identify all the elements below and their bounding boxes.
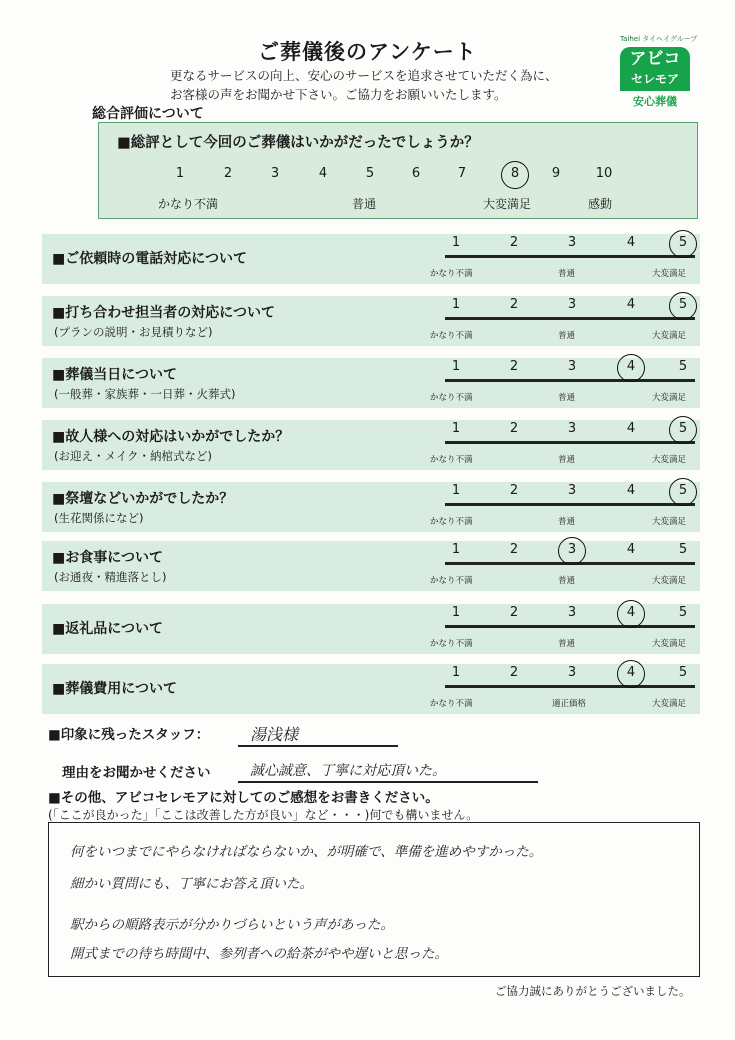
- rating-scale-number[interactable]: 5: [678, 235, 688, 250]
- logo-line-2: セレモア: [630, 72, 679, 86]
- rating-axis-line: [445, 441, 695, 444]
- rating-scale-number[interactable]: 2: [509, 421, 519, 436]
- rating-scale-number[interactable]: 1: [451, 235, 461, 250]
- rating-scale-number[interactable]: 4: [626, 235, 636, 250]
- rating-axis-line: [445, 317, 695, 320]
- rating-label-mid: 普通: [558, 576, 576, 586]
- rating-label-low: かなり不満: [430, 455, 473, 465]
- overall-label-top: 感動: [588, 197, 613, 211]
- rating-label-low: かなり不満: [430, 639, 473, 649]
- rating-scale-number[interactable]: 3: [567, 235, 577, 250]
- rating-label-low: かなり不満: [430, 699, 473, 709]
- overall-scale-number[interactable]: 3: [270, 166, 280, 181]
- rating-subtext: (生花関係になど): [54, 511, 144, 525]
- overall-scale-number[interactable]: 10: [595, 166, 613, 181]
- rating-axis-line: [445, 625, 695, 628]
- reason-text[interactable]: 誠心誠意、丁寧に対応頂いた。: [250, 763, 446, 779]
- rating-scale-number[interactable]: 2: [509, 359, 519, 374]
- company-logo: [620, 34, 698, 112]
- rating-row: [42, 482, 700, 532]
- logo-tagline: 安心葬儀: [633, 95, 677, 108]
- overall-scale-number[interactable]: 5: [365, 166, 375, 181]
- rating-label-high: 大変満足: [652, 576, 687, 586]
- rating-scale-number[interactable]: 1: [451, 542, 461, 557]
- rating-axis-line: [445, 685, 695, 688]
- rating-label-high: 大変満足: [652, 639, 687, 649]
- rating-question: ■祭壇などいかがでしたか？: [52, 491, 234, 507]
- rating-selected-circle: [617, 600, 645, 628]
- rating-row: [42, 604, 700, 654]
- overall-scale-number[interactable]: 9: [551, 166, 561, 181]
- rating-row: [42, 541, 700, 591]
- comment-line-4: 開式までの待ち時間中、参列者への給茶がやや遅いと思った。: [70, 946, 448, 962]
- rating-selected-circle: [669, 230, 697, 258]
- rating-scale-number[interactable]: 2: [509, 297, 519, 312]
- rating-label-mid: 普通: [558, 331, 576, 341]
- rating-label-low: かなり不満: [430, 393, 473, 403]
- rating-scale-number[interactable]: 1: [451, 297, 461, 312]
- rating-label-high: 大変満足: [652, 269, 687, 279]
- rating-selected-circle: [617, 660, 645, 688]
- rating-axis-line: [445, 503, 695, 506]
- rating-axis-line: [445, 379, 695, 382]
- rating-label-high: 大変満足: [652, 393, 687, 403]
- rating-scale-number[interactable]: 5: [678, 297, 688, 312]
- staff-underline: [238, 745, 398, 747]
- rating-scale-number[interactable]: 5: [678, 421, 688, 436]
- overall-scale-number[interactable]: 1: [175, 166, 185, 181]
- overall-scale-number[interactable]: 2: [223, 166, 233, 181]
- rating-subtext: (お通夜・精進落とし): [54, 570, 167, 584]
- rating-scale-number[interactable]: 2: [509, 542, 519, 557]
- overall-scale-number[interactable]: 4: [318, 166, 328, 181]
- thanks-text: ご協力誠にありがとうございました。: [495, 984, 691, 998]
- rating-scale-number[interactable]: 1: [451, 359, 461, 374]
- logo-box: [620, 47, 690, 91]
- rating-label-mid: 普通: [558, 639, 576, 649]
- intro-line-2: お客様の声をお聞かせ下さい。ご協力をお願いいたします。: [170, 87, 507, 102]
- rating-row: [42, 234, 700, 284]
- rating-scale-number[interactable]: 2: [509, 483, 519, 498]
- rating-label-high: 大変満足: [652, 455, 687, 465]
- comment-line-1: 何をいつまでにやらなければならないか、が明確で、準備を進めやすかった。: [70, 844, 543, 860]
- rating-label-mid: 普通: [558, 393, 576, 403]
- rating-row: [42, 664, 700, 714]
- overall-selected-circle: [501, 161, 529, 189]
- rating-scale-number[interactable]: 4: [626, 483, 636, 498]
- intro-line-1: 更なるサービスの向上、安心のサービスを追求させていただく為に、: [170, 68, 558, 83]
- rating-row: [42, 296, 700, 346]
- rating-question: ■打ち合わせ担当者の対応について: [52, 305, 275, 321]
- rating-selected-circle: [669, 478, 697, 506]
- rating-question: ■お食事について: [52, 550, 163, 566]
- rating-scale-number[interactable]: 2: [509, 665, 519, 680]
- rating-question: ■返礼品について: [52, 621, 163, 637]
- rating-selected-circle: [669, 292, 697, 320]
- overall-scale-number[interactable]: 7: [457, 166, 467, 181]
- rating-scale-number[interactable]: 4: [626, 665, 636, 680]
- rating-label-high: 大変満足: [652, 331, 687, 341]
- rating-scale-number[interactable]: 5: [678, 605, 688, 620]
- comment-line-3: 駅からの順路表示が分かりづらいという声があった。: [70, 917, 394, 933]
- rating-question: ■故人様への対応はいかがでしたか？: [52, 429, 290, 445]
- rating-label-mid: 適正価格: [552, 699, 587, 709]
- rating-scale-number[interactable]: 1: [451, 421, 461, 436]
- rating-selected-circle: [558, 537, 586, 565]
- rating-selected-circle: [617, 354, 645, 382]
- rating-scale-number[interactable]: 3: [567, 605, 577, 620]
- rating-label-high: 大変満足: [652, 699, 687, 709]
- rating-row: [42, 420, 700, 470]
- rating-scale-number[interactable]: 5: [678, 483, 688, 498]
- rating-scale-number[interactable]: 4: [626, 421, 636, 436]
- rating-scale-number[interactable]: 2: [509, 235, 519, 250]
- overall-question: ■総評として今回のご葬儀はいかがだったでしょうか？: [117, 135, 479, 151]
- rating-scale-number[interactable]: 5: [678, 542, 688, 557]
- rating-label-mid: 普通: [558, 517, 576, 527]
- overall-section-heading: 総合評価について: [92, 106, 204, 122]
- rating-scale-number[interactable]: 4: [626, 359, 636, 374]
- rating-question: ■葬儀当日について: [52, 367, 177, 383]
- rating-subtext: (プランの説明・お見積りなど): [54, 325, 213, 339]
- rating-axis-line: [445, 255, 695, 258]
- logo-group-name: Taihei タイヘイグループ: [620, 35, 698, 43]
- rating-label-low: かなり不満: [430, 576, 473, 586]
- rating-label-low: かなり不満: [430, 269, 473, 279]
- rating-scale-number[interactable]: 3: [567, 665, 577, 680]
- rating-scale-number[interactable]: 4: [626, 297, 636, 312]
- rating-row: [42, 358, 700, 408]
- overall-scale-number[interactable]: 8: [510, 166, 520, 181]
- rating-question: ■ご依頼時の電話対応について: [52, 251, 247, 267]
- rating-subtext: (一般葬・家族葬・一日葬・火葬式): [54, 387, 236, 401]
- rating-scale-number[interactable]: 3: [567, 483, 577, 498]
- rating-scale-number[interactable]: 5: [678, 665, 688, 680]
- reason-label: 理由をお聞かせください: [62, 765, 211, 781]
- rating-scale-number[interactable]: 4: [626, 542, 636, 557]
- reason-underline: [238, 781, 538, 783]
- rating-label-mid: 普通: [558, 455, 576, 465]
- other-subheading: (「ここが良かった」「ここは改善した方が良い」など・・・)何でも構いません。: [48, 808, 479, 822]
- rating-selected-circle: [669, 416, 697, 444]
- overall-label-high: 大変満足: [483, 197, 532, 211]
- rating-label-mid: 普通: [558, 269, 576, 279]
- overall-label-mid: 普通: [352, 197, 377, 211]
- rating-scale-number[interactable]: 5: [678, 359, 688, 374]
- rating-scale-number[interactable]: 3: [567, 542, 577, 557]
- rating-scale-number[interactable]: 1: [451, 483, 461, 498]
- staff-label: ■印象に残ったスタッフ：: [48, 727, 210, 743]
- rating-question: ■葬儀費用について: [52, 681, 177, 697]
- rating-subtext: (お迎え・メイク・納棺式など): [54, 449, 213, 463]
- rating-label-low: かなり不満: [430, 331, 473, 341]
- rating-scale-number[interactable]: 4: [626, 605, 636, 620]
- overall-label-low: かなり不満: [158, 197, 219, 211]
- overall-scale-number[interactable]: 6: [411, 166, 421, 181]
- staff-name[interactable]: 湯浅様: [250, 725, 299, 744]
- intro-text: [170, 66, 630, 104]
- rating-scale-number[interactable]: 3: [567, 421, 577, 436]
- other-heading: ■その他、アビコセレモアに対してのご感想をお書きください。: [48, 790, 439, 806]
- comment-line-2: 細かい質問にも、丁寧にお答え頂いた。: [70, 876, 313, 892]
- rating-scale-number[interactable]: 1: [451, 605, 461, 620]
- rating-scale-number[interactable]: 3: [567, 297, 577, 312]
- logo-line-1: アビコ: [629, 49, 681, 69]
- page-title: ご葬儀後のアンケート: [258, 40, 477, 64]
- rating-label-high: 大変満足: [652, 517, 687, 527]
- rating-scale-number[interactable]: 2: [509, 605, 519, 620]
- rating-scale-number[interactable]: 3: [567, 359, 577, 374]
- rating-label-low: かなり不満: [430, 517, 473, 527]
- rating-scale-number[interactable]: 1: [451, 665, 461, 680]
